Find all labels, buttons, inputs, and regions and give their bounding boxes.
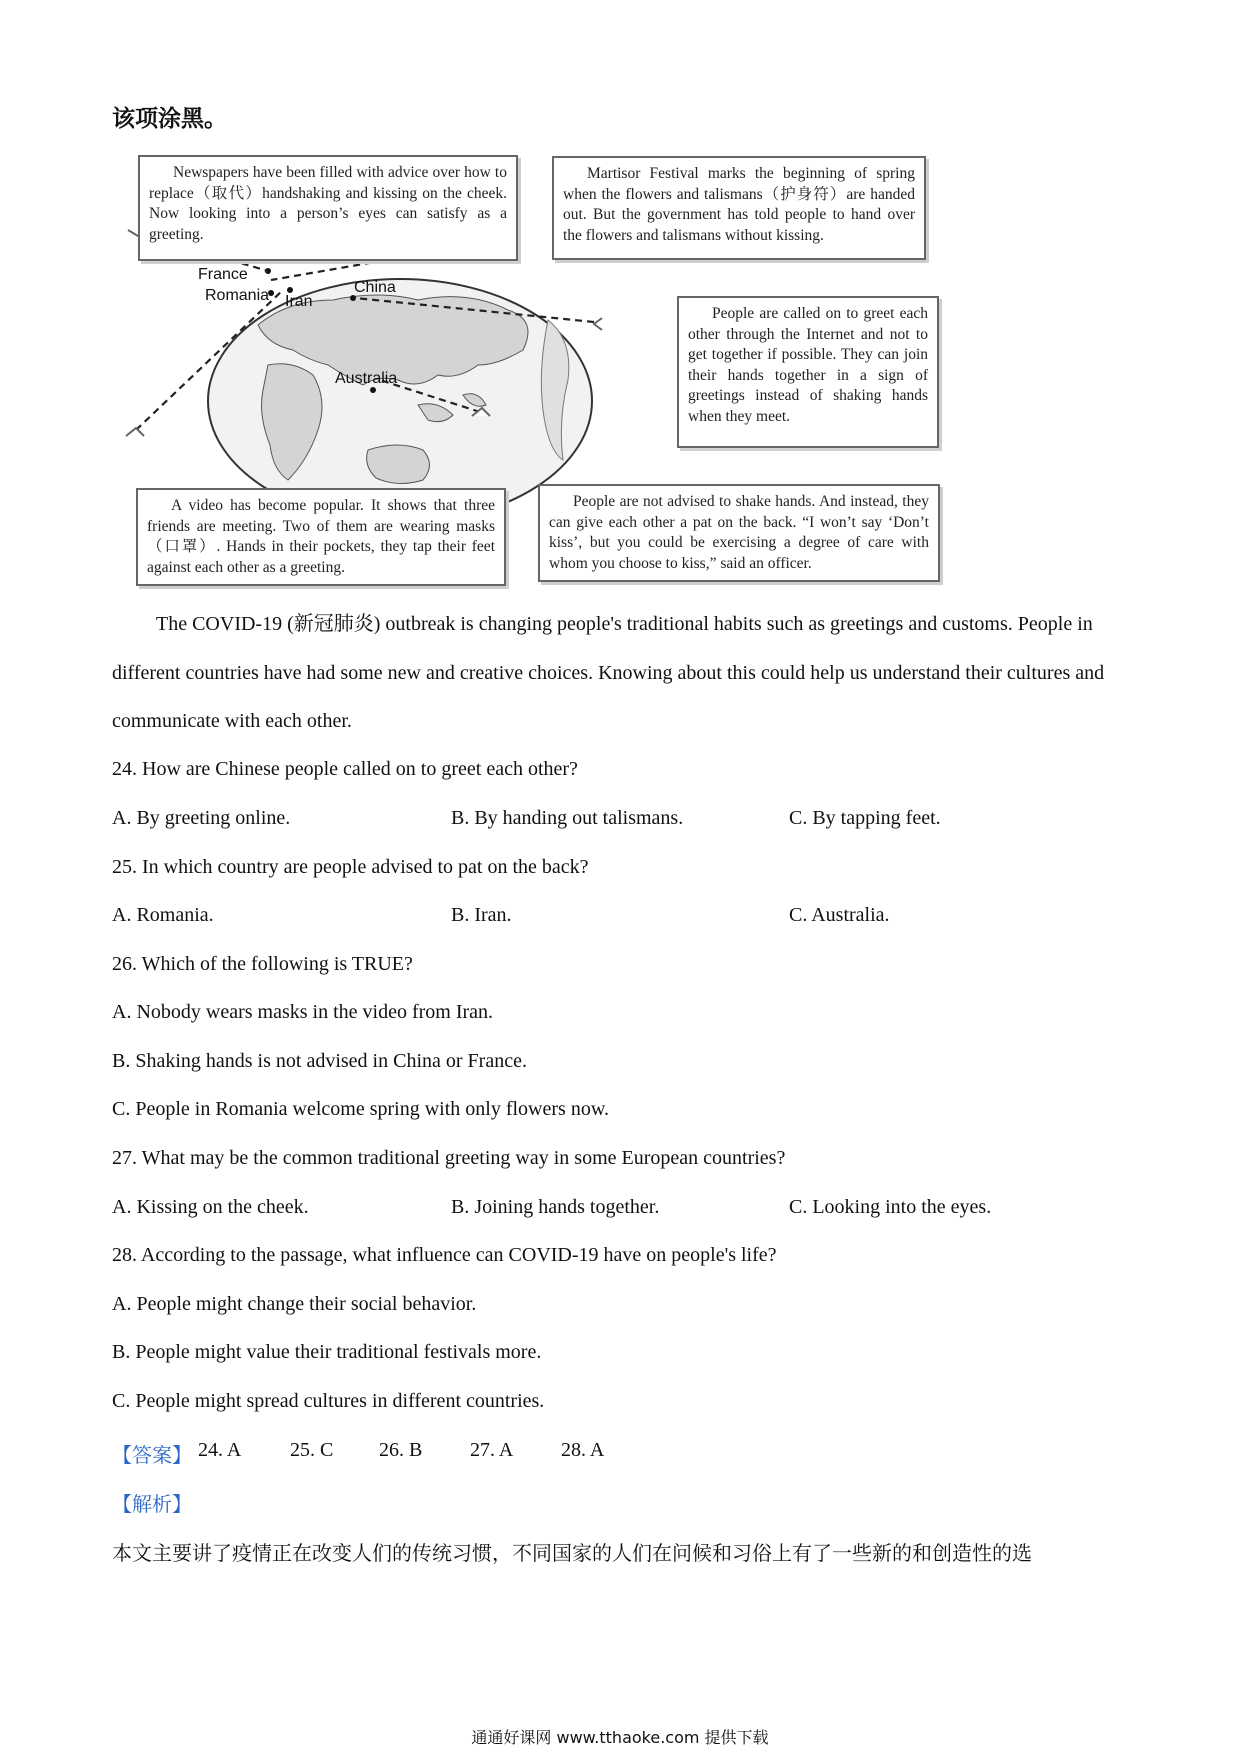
callout-iran: A video has become popular. It shows that three friends are meeting. Two of them are wearing masks（口罩）. Hands in their pockets, they tap their feet against each other as a greeting. <box>136 488 506 586</box>
question-27-option-a: A. Kissing on the cheek. <box>112 1196 309 1218</box>
question-24-stem: 24. How are Chinese people called on to greet each other? <box>112 758 578 780</box>
answer-28: 28. A <box>561 1439 605 1461</box>
greetings-map-figure <box>118 150 948 590</box>
answer-25: 25. C <box>290 1439 334 1461</box>
answer-26: 26. B <box>379 1439 423 1461</box>
map-label-iran: Iran <box>285 293 313 310</box>
question-28-option-a: A. People might change their social behavior. <box>112 1293 477 1315</box>
answer-label: 【答案】 <box>112 1443 192 1467</box>
page-footer: 通通好课网 www.tthaoke.com 提供下载 <box>471 1728 769 1747</box>
answer-row <box>112 1439 1122 1467</box>
question-24-option-c: C. By tapping feet. <box>789 807 941 829</box>
question-25-option-c: C. Australia. <box>789 904 890 926</box>
question-26-option-c: C. People in Romania welcome spring with only flowers now. <box>112 1098 609 1120</box>
question-28-option-c: C. People might spread cultures in different countries. <box>112 1390 545 1412</box>
answer-27: 27. A <box>470 1439 514 1461</box>
question-25-option-b: B. Iran. <box>451 904 512 926</box>
passage-paragraph: The COVID-19 (新冠肺炎) outbreak is changing people's traditional habits such as greetings and customs. People in different countries have had some new and creative choices. Knowing about this could help us understand their cultures and communicate with each other. <box>112 613 1105 733</box>
question-25-options <box>0 904 1240 932</box>
question-24-option-b: B. By handing out talismans. <box>451 807 684 829</box>
map-label-france: France <box>198 266 248 283</box>
question-27-option-b: B. Joining hands together. <box>451 1196 660 1218</box>
callout-france: Newspapers have been filled with advice over how to replace（取代）handshaking and kissing on the cheek. Now looking into a person’s eyes can satisfy as a greeting. <box>138 155 518 261</box>
question-27-option-c: C. Looking into the eyes. <box>789 1196 992 1218</box>
question-25-stem: 25. In which country are people advised to pat on the back? <box>112 856 589 878</box>
marker-australia <box>370 387 376 393</box>
continent-australia <box>367 445 430 484</box>
answer-24: 24. A <box>198 1439 242 1461</box>
map-label-china: China <box>354 279 396 296</box>
callout-australia: People are not advised to shake hands. And instead, they can give each other a pat on the back. “I won’t say ‘Don’t kiss’, but you could be exercising a degree of care with whom you choose to kiss,” said an officer. <box>538 484 940 582</box>
section-heading: 该项涂黑。 <box>112 106 227 132</box>
question-27-stem: 27. What may be the common traditional greeting way in some European countries? <box>112 1147 786 1169</box>
map-label-romania: Romania <box>205 287 270 304</box>
question-24-options <box>0 807 1240 835</box>
question-26-option-a: A. Nobody wears masks in the video from Iran. <box>112 1001 494 1023</box>
question-27-options <box>0 1196 1240 1224</box>
question-24-option-a: A. By greeting online. <box>112 807 291 829</box>
analysis-text: 本文主要讲了疫情正在改变人们的传统习惯，不同国家的人们在问候和习俗上有了一些新的和创造性的选 <box>112 1541 1032 1565</box>
question-26-stem: 26. Which of the following is TRUE? <box>112 953 413 975</box>
map-label-australia: Australia <box>335 370 398 387</box>
question-28-stem: 28. According to the passage, what influence can COVID-19 have on people's life? <box>112 1244 777 1266</box>
analysis-label: 【解析】 <box>112 1492 192 1516</box>
question-26-option-b: B. Shaking hands is not advised in China or France. <box>112 1050 527 1072</box>
question-28-option-b: B. People might value their traditional festivals more. <box>112 1341 542 1363</box>
question-25-option-a: A. Romania. <box>112 904 214 926</box>
callout-romania: Martisor Festival marks the beginning of spring when the flowers and talismans（护身符）are handed out. But the government has told people to hand over the flowers and talismans without kissing. <box>552 156 926 260</box>
callout-china: People are called on to greet each other through the Internet and not to get together if possible. They can join their hands together in a sign of greetings instead of shaking hands when they meet. <box>677 296 939 448</box>
